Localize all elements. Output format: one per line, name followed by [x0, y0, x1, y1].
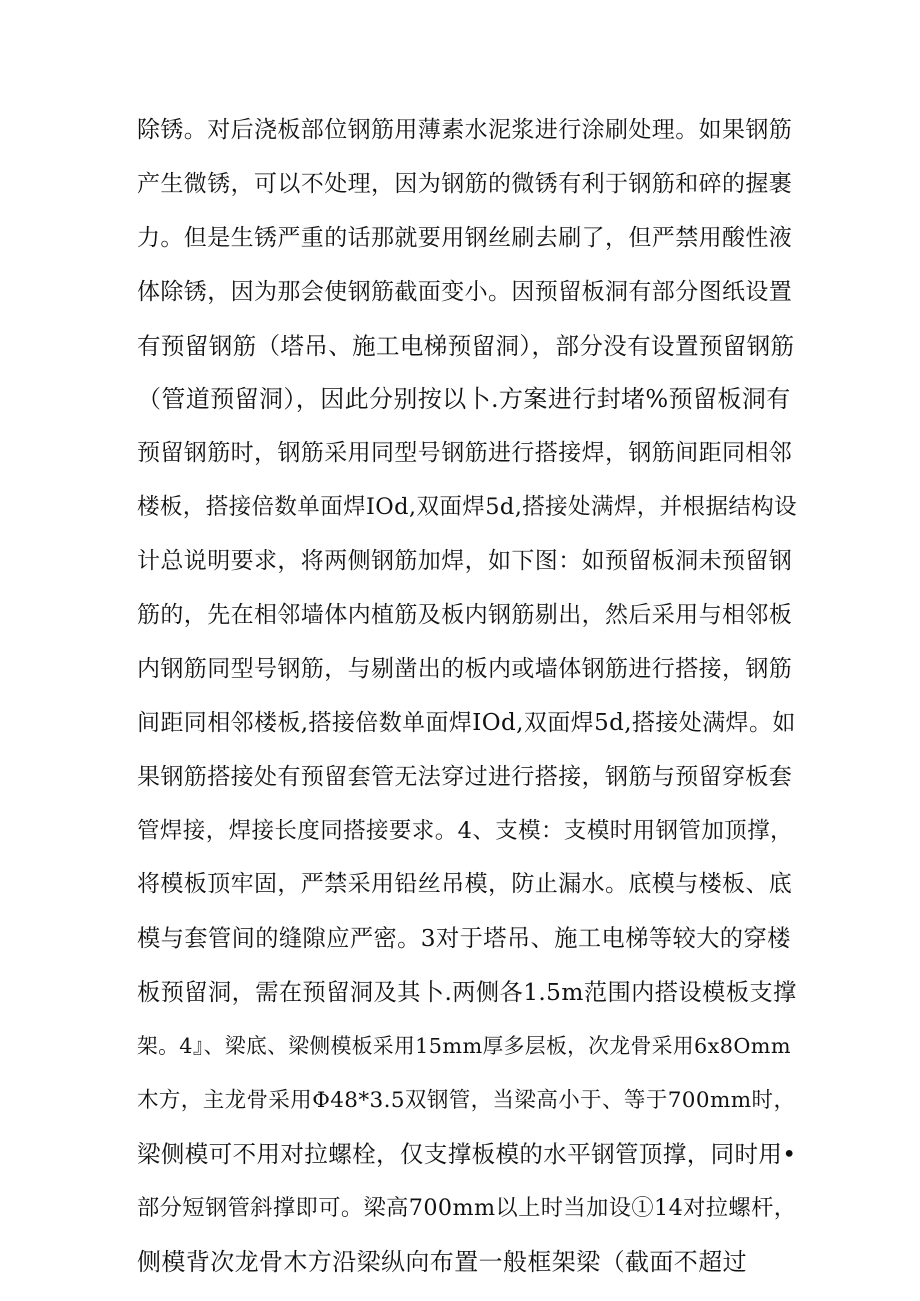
body-text — [137, 104, 797, 1290]
text-line: 部分短钢管斜撑即可。梁高700mm以上时当加设①14对拉螺杆， — [137, 1194, 797, 1221]
text-line: 管焊接，焊接长度同搭接要求。4、支模：支模时用钢管加顶撑， — [137, 817, 793, 844]
text-line: 力。但是生锈严重的话那就要用钢丝刷去刷了，但严禁用酸性液 — [137, 224, 793, 251]
text-line: 筋的，先在相邻墙体内植筋及板内钢筋剔出，然后采用与相邻板 — [137, 602, 793, 629]
text-line: 架。4』、梁底、梁侧模板采用15mm厚多层板，次龙骨采用6x8Omm — [137, 1034, 791, 1059]
text-line: 板预留洞，需在预留洞及其卜.两侧各1.5m范围内搭设模板支撑 — [137, 979, 797, 1007]
text-line: 将模板顶牢固，严禁采用铅丝吊模，防止漏水。底模与楼板、底 — [137, 871, 793, 898]
text-line: 模与套管间的缝隙应严密。3对于塔吊、施工电梯等较大的穿楼 — [137, 925, 791, 953]
text-line: 产生微锈，可以不处理，因为钢筋的微锈有利于钢筋和碎的握裹 — [137, 170, 793, 197]
text-line: 预留钢筋时，钢筋采用同型号钢筋进行搭接焊，钢筋间距同相邻 — [137, 440, 793, 467]
text-line: 体除锈，因为那会使钢筋截面变小。因预留板洞有部分图纸设置 — [137, 278, 793, 305]
text-line: 除锈。对后浇板部位钢筋用薄素水泥浆进行涂刷处理。如果钢筋 — [137, 117, 793, 143]
text-line: 果钢筋搭接处有预留套管无法穿过进行搭接，钢筋与预留穿板套 — [137, 763, 793, 790]
text-line: 内钢筋同型号钢筋，与剔凿出的板内或墙体钢筋进行搭接，钢筋 — [137, 655, 793, 682]
text-line: 计总说明要求，将两侧钢筋加焊，如下图：如预留板洞未预留钢 — [137, 548, 793, 575]
text-line: 侧模背次龙骨木方沿梁纵向布置一般框架梁（截面不超过 — [137, 1247, 747, 1276]
text-line: 有预留钢筋（塔吊、施工电梯预留洞），部分没有设置预留钢筋 — [137, 331, 795, 360]
text-line: 木方，主龙骨采用Φ48*3.5双钢管，当梁高小于、等于700mm时， — [137, 1088, 796, 1114]
text-line: 梁侧模可不用对拉螺栓，仅支撑板模的水平钢管顶撑，同时用• — [137, 1139, 797, 1168]
text-line: 间距同相邻楼板,搭接倍数单面焊IOd,双面焊5d,搭接处满焊。如 — [137, 709, 796, 736]
text-line: （管道预留洞），因此分别按以卜.方案进行封堵%预留板洞有 — [137, 385, 791, 414]
text-line: 楼板，搭接倍数单面焊IOd,双面焊5d,搭接处满焊，并根据结构设 — [137, 494, 798, 521]
